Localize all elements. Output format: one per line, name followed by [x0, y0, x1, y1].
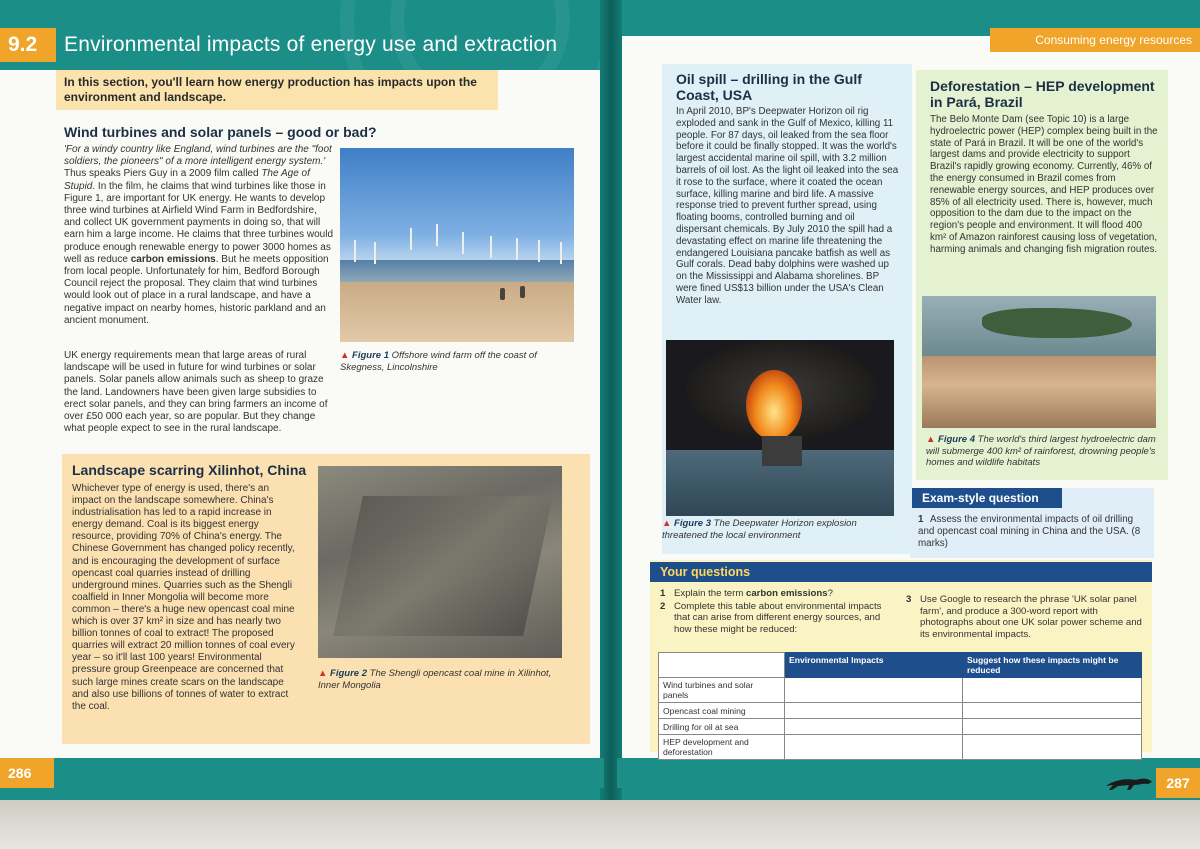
question-1-number: 1: [660, 588, 666, 599]
table-header-impacts: Environmental Impacts: [785, 653, 963, 678]
question-3-text: Use Google to research the phrase 'UK solar panel farm', and produce a 300-word report with photographs about one UK solar power scheme and its environmental impacts.: [920, 594, 1142, 640]
reduce-cell[interactable]: [963, 735, 1142, 760]
figure4-label: Figure 4: [938, 434, 975, 445]
exam-question: [918, 514, 1148, 549]
figure2-caption-text: The Shengli opencast coal mine in Xilinhot, Inner Mongolia: [318, 668, 552, 691]
wind-text-2: . In the film, he claims that wind turbines like those in Figure 1, are important for UK energy. He wants to develop three wind turbines at Airfield Wind Farm in Bedfordshire, and collect UK government payments in doing so, that will earn him a large income. He claims that three turbines would produce enough renewable energy to power 3000 homes as well as reduce: [64, 180, 334, 265]
energy-paragraph: UK energy requirements mean that large areas of rural landscape will be used in future for wind turbines or solar panels. Solar panels allow animals such as sheep to graze the land. Landowners have been given large subsidies to erect solar panels, and they can bring farmers an income of over £50 000 each year, so are popular. But they change what people expect to see in the rural landscape.: [64, 350, 328, 435]
figure1-image: [340, 148, 574, 342]
table-header-reduce: Suggest how these impacts might be reduced: [963, 653, 1142, 678]
figure4-caption: ▲ Figure 4 The world's third largest hydroelectric dam will submerge 400 km² of rainforest, drowning people's homes and wildlife habitats: [926, 434, 1156, 468]
question-1-lead: Explain the term: [674, 588, 746, 599]
figure3-label: Figure 3: [674, 518, 711, 529]
table-row: [659, 703, 1142, 719]
deforestation-paragraph: The Belo Monte Dam (see Topic 10) is a large hydroelectric power (HEP) complex being built in the state of Pará in Brazil. It will be one of the world's largest dams and provide electricity to support Brazil's rapidly growing economy. Currently, 46% of the energy consumed in Brazil comes from renewable energy sources, and HEP produces over 85% of all electricity used. There is, however, much opposition to the dam due to the impact on the region's people and environment. It will flood 400 km² of Amazon rainforest causing loss of vegetation, harming animals and changing fish migration routes.: [930, 114, 1158, 255]
table-header-row: [659, 653, 1142, 678]
row-label: HEP development and deforestation: [659, 735, 785, 760]
exam-heading: Exam-style question: [912, 488, 1062, 508]
figure1-label: Figure 1: [352, 350, 389, 361]
figure1-caption: ▲ Figure 1 Offshore wind farm off the coast of Skegness, Lincolnshire: [340, 350, 537, 373]
reduce-cell[interactable]: [963, 703, 1142, 719]
wind-quote: 'For a windy country like England, wind turbines are the "foot soldiers, the pioneers" of a more intelligent energy system.': [64, 144, 332, 168]
questions-column-right: [906, 594, 1144, 641]
row-label: Drilling for oil at sea: [659, 719, 785, 735]
question-2-number: 2: [660, 600, 666, 612]
question-1-end: ?: [827, 588, 833, 599]
question-1-text: [674, 588, 833, 600]
question-2-text: Complete this table about environmental impacts that can arise from different energy sources, and how these might be reduced:: [674, 600, 882, 635]
table-row: [659, 735, 1142, 760]
question-1-term: carbon emissions: [746, 588, 828, 599]
figure3-caption: ▲ Figure 3 The Deepwater Horizon explosion threatened the local environment: [662, 518, 857, 541]
impacts-table: [658, 652, 1142, 760]
oil-heading: Oil spill – drilling in the Gulf Coast, USA: [676, 71, 862, 103]
bold-term: carbon emissions: [130, 253, 216, 265]
questions-column-left: [660, 588, 888, 636]
exam-question-text: Assess the environmental impacts of oil drilling and opencast coal mining in China and the USA. (8 marks): [918, 514, 1141, 549]
section-number: 9.2: [0, 28, 56, 62]
section-title: Environmental impacts of energy use and extraction: [64, 33, 558, 56]
table-header-blank: [659, 653, 785, 678]
intro-box: In this section, you'll learn how energy production has impacts upon the environment and landscape.: [56, 70, 498, 110]
question-3-number: 3: [906, 594, 912, 605]
reduce-cell[interactable]: [963, 719, 1142, 735]
impact-cell[interactable]: [785, 703, 963, 719]
your-questions-heading: Your questions: [650, 562, 1152, 582]
wind-heading: Wind turbines and solar panels – good or bad?: [64, 124, 377, 140]
figure2-label: Figure 2: [330, 668, 367, 679]
impact-cell[interactable]: [785, 719, 963, 735]
page-bottom-shadow: [0, 800, 1200, 849]
question-3: [906, 594, 1144, 640]
row-label: Opencast coal mining: [659, 703, 785, 719]
figure4-image: [922, 296, 1156, 428]
figure3-image: [666, 340, 894, 516]
deforestation-heading: Deforestation – HEP development in Pará, Brazil: [930, 78, 1155, 110]
wind-paragraph: [64, 144, 336, 327]
oil-paragraph: In April 2010, BP's Deepwater Horizon oil rig exploded and sank in the Gulf of Mexico, killing 11 people. For 87 days, oil leaked from the sea floor before it could be finally stopped. It was the world's largest accidental marine oil spill, with 3.2 million barrels of oil lost. As the light oil leaked into the sea it rose to the surface, where it coated the ocean surface, killing marine and bird life. A massive response tried to prevent further spread, using floating booms, controlled burning and oil dispersant chemicals. By July 2010 the spill had a devastating effect on marine life threatening the endangered Louisiana pancake batfish as well as Gulf corals. Dead baby dolphins were washed up on the Mississippi and Alabama shorelines. BP were fined US$13 billion under the USA's Clean Water law.: [676, 106, 899, 306]
china-paragraph: Whichever type of energy is used, there's an impact on the landscape somewhere. China's industrialisation has led to a rapid increase in energy demand. Coal is its biggest energy resource, providing 70% of China's energy. The Chinese Government has changed policy recently, and is encouraging the development of surface opencast coal quarries instead of drilling underground mines. Quarries such as the Shengli coalfield in Inner Mongolia will become more common – there's a huge new opencast coal mine which is over 37 km² in size and has nearly two billion tonnes of coal to extract! The proposed quarries will extract 20 million tonnes of coal every year – so it'll last 100 years! Environmental pressure group Greenpeace are concerned that such large mines create scars on the landscape and also use billions of tonnes of water to extract the coal.: [72, 483, 295, 712]
table-row: [659, 719, 1142, 735]
figure2-caption: ▲ Figure 2 The Shengli opencast coal mine in Xilinhot, Inner Mongolia: [318, 668, 552, 691]
figure2-image: [318, 466, 562, 658]
cheetah-icon: [1104, 774, 1154, 792]
impact-cell[interactable]: [785, 678, 963, 703]
page-number-left: 286: [0, 758, 54, 788]
exam-question-number: 1: [918, 514, 924, 525]
chapter-tab: Consuming energy resources: [990, 28, 1200, 52]
question-2: [660, 601, 888, 636]
reduce-cell[interactable]: [963, 678, 1142, 703]
china-heading: Landscape scarring Xilinhot, China: [72, 462, 307, 478]
film-title: The Age of Stupid: [64, 168, 310, 192]
page-number-right: 287: [1156, 768, 1200, 798]
figure1-caption-text: Offshore wind farm off the coast of Skegness, Lincolnshire: [340, 350, 537, 373]
question-1: [660, 588, 888, 600]
figure4-caption-text: The world's third largest hydroelectric dam will submerge 400 km² of rainforest, drowning people's homes and wildlife habitats: [926, 434, 1156, 468]
wind-text-1: Thus speaks Piers Guy in a 2009 film called: [64, 168, 262, 180]
wind-text-3: . But he meets opposition from local people. Unfortunately for him, Bedford Borough Council reject the proposal. They claim that wind turbines would look out of place in a rural landscape, and have a negative impact on nearby homes, historic parkland and an ancient monument.: [64, 253, 329, 326]
impact-cell[interactable]: [785, 735, 963, 760]
row-label: Wind turbines and solar panels: [659, 678, 785, 703]
table-row: [659, 678, 1142, 703]
book-gutter: [600, 0, 622, 800]
left-footer-band: [0, 758, 604, 788]
figure3-caption-text: The Deepwater Horizon explosion threatened the local environment: [662, 518, 857, 541]
